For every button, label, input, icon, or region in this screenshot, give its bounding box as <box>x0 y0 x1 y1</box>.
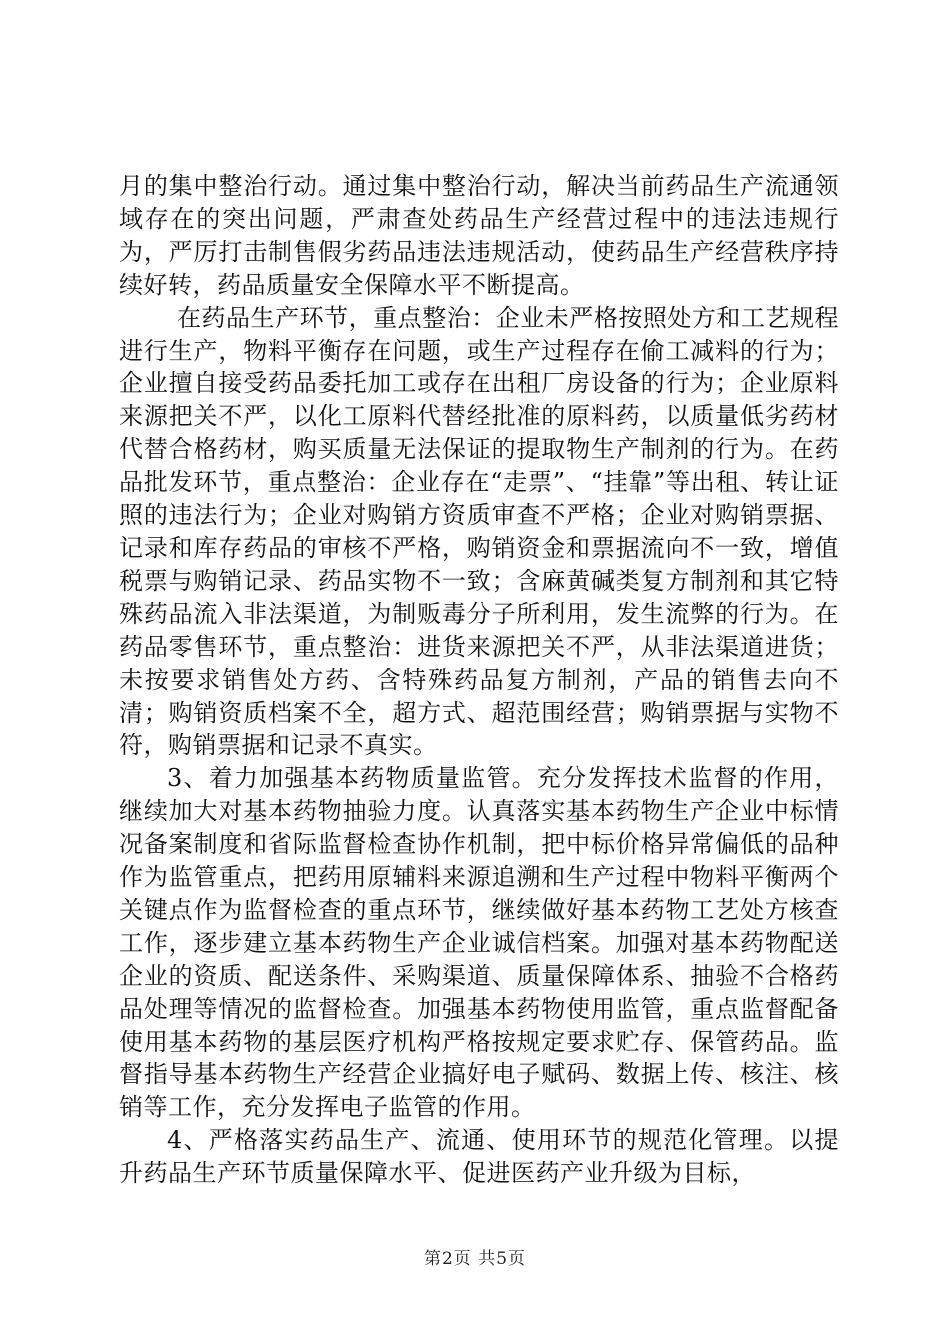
paragraph-production-rectification: 在药品生产环节，重点整治：企业未严格按照处方和工艺规程进行生产，物料平衡存在问题，或生产过程存在偷工减料的行为；企业擅自接受药品委托加工或存在出租厂房设备的行为；企业原料来源把关不严，以化工原料代替经批准的原料药，以质量低劣药材代替合格药材，购买质量无法保证的提取物生产制剂的行为。在药品批发环节，重点整治：企业存在“走票”、“挂靠”等出租、转让证照的违法行为；企业对购销方资质审查不严格；企业对购销票据、记录和库存药品的审核不严格，购销资金和票据流向不一致，增值税票与购销记录、药品实物不一致；含麻黄碱类复方制剂和其它特殊药品流入非法渠道，为制贩毒分子所利用，发生流弊的行为。在药品零售环节，重点整治：进货来源把关不严，从非法渠道进货；未按要求销售处方药、含特殊药品复方制剂，产品的销售去向不清；购销资质档案不全，超方式、超范围经营；购销票据与实物不符，购销票据和记录不真实。 <box>119 303 839 760</box>
page-number-footer: 第2页 共5页 <box>423 1249 527 1269</box>
paragraph-section-3: 3、着力加强基本药物质量监管。充分发挥技术监督的作用，继续加大对基本药物抽验力度。认真落实基本药物生产企业中标情况备案制度和省际监督检查协作机制，把中标价格异常偏低的品种作为监管重点，把药用原辅料来源追溯和生产过程中物料平衡两个关键点作为监督检查的重点环节，继续做好基本药物工艺处方核查工作，逐步建立基本药物生产企业诚信档案。加强对基本药物配送企业的资质、配送条件、采购渠道、质量保障体系、抽验不合格药品处理等情况的监督检查。加强基本药物使用监管，重点监督配备使用基本药物的基层医疗机构严格按规定要求贮存、保管药品。监督指导基本药物生产经营企业搞好电子赋码、数据上传、核注、核销等工作，充分发挥电子监管的作用。 <box>119 764 839 1122</box>
document-body <box>119 170 839 1190</box>
paragraph-section-4: 4、严格落实药品生产、流通、使用环节的规范化管理。以提升药品生产环节质量保障水平、促进医药产业升级为目标， <box>119 1126 839 1188</box>
paragraph-continuation: 月的集中整治行动。通过集中整治行动，解决当前药品生产流通领域存在的突出问题，严肃查处药品生产经营过程中的违法违规行为，严厉打击制售假劣药品违法违规活动，使药品生产经营秩序持续好转，药品质量安全保障水平不断提高。 <box>119 172 839 299</box>
